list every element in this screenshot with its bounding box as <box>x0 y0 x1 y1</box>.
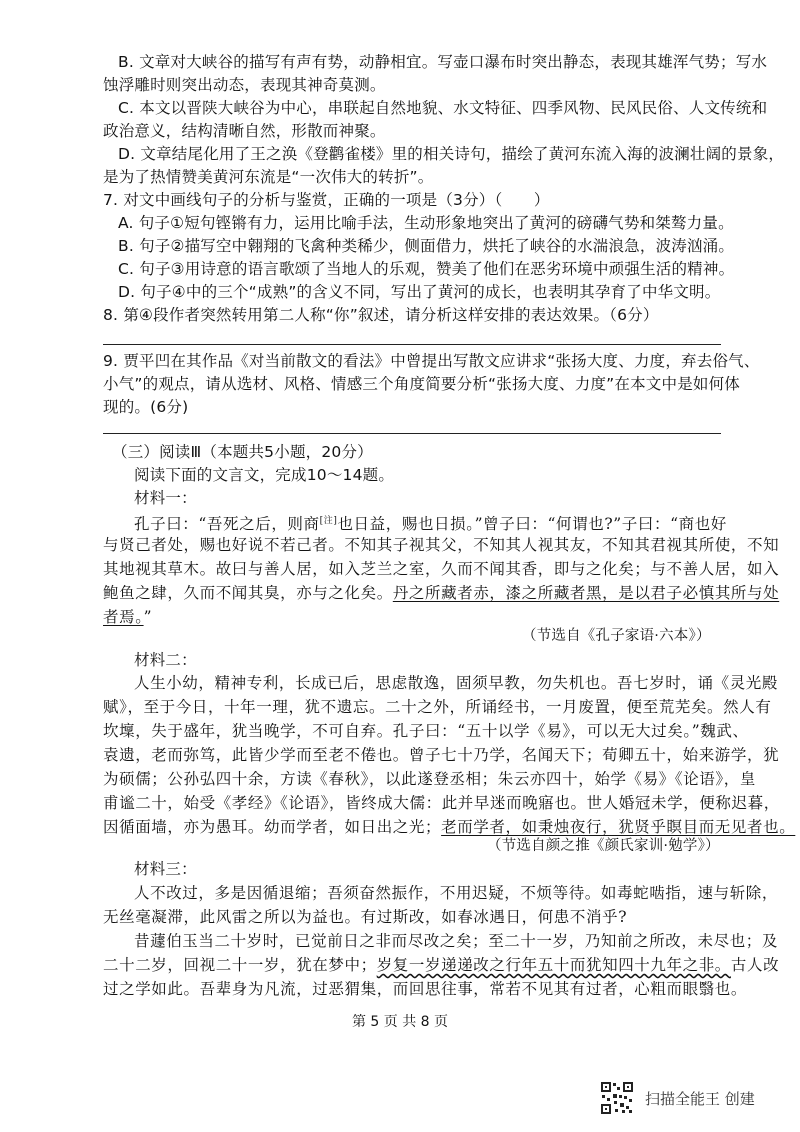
m2-line2: 赋》，至于今日，十年一理，犹不遗忘。二十之外，所诵经书，一月废置，便至荒芜矣。然人有 <box>103 698 772 716</box>
q7-option-b: B. 句子②描写空中翱翔的飞禽种类稀少，侧面借力，烘托了峡谷的水湍浪急，波涛汹涌。 <box>118 237 735 255</box>
option-b-line1: B. 文章对大峡谷的描写有声有势，动静相宜。写壶口瀑布时突出静态，表现其雄浑气势；写水 <box>118 53 768 71</box>
m2-line5: 为硕儒；公孙弘四十余，方读《春秋》，以此遂登丞相；朱云亦四十，始学《易》《论语》，皇 <box>103 770 756 788</box>
m2-line1: 人生小幼，精神专利，长成已后，思虑散逸，固须早教，勿失机也。吾七岁时，诵《灵光殿 <box>134 674 779 692</box>
option-b-line2: 蚀浮雕时则突出动态，表现其神奇莫测。 <box>103 76 386 94</box>
m1-line4-plain: 鲍鱼之肆，久而不闻其臭，亦与之化矣。 <box>103 584 393 602</box>
m3-line4 <box>103 955 779 975</box>
option-c-line2: 政治意义，结构清晰自然，形散而神聚。 <box>103 122 386 140</box>
m2-line4: 袁遗，老而弥笃，此皆少学而至老不倦也。曾子七十乃学，名闻天下；荀卿五十，始来游学，犹 <box>103 746 780 764</box>
q7-option-d: D. 句子④中的三个“成熟”的含义不同，写出了黄河的成长，也表明其孕育了中华文明。 <box>118 283 721 301</box>
m1-line1-part2: 也日益，赐也日损。”曾子曰：“何谓也?”子曰：“商也好 <box>337 515 727 534</box>
m3-wavy-underlined: 岁复一岁递递改之行年五十而犹知四十九年之非。 <box>376 956 731 974</box>
section3-instruction: 阅读下面的文言文，完成10～14题。 <box>134 466 395 484</box>
m3-line5: 过之学如此。吾辈身为凡流，过恶猬集，而回思往事，常若不见其有过者，心粗而眼翳也。 <box>103 980 748 998</box>
m3-line1: 人不改过，多是因循退缩；吾须奋然振作，不用迟疑，不烦等待。如毒蛇啮指，速与斩除， <box>134 884 779 902</box>
note-marker: [注] <box>319 516 338 526</box>
m1-line5 <box>103 607 152 627</box>
q8-stem: 8. 第④段作者突然转用第二人称“你”叙述，请分析这样安排的表达效果。（6分） <box>103 306 659 324</box>
q7-option-a: A. 句子①短句铿锵有力，运用比喻手法，生动形象地突出了黄河的磅礴气势和桀骜力量。 <box>118 214 734 232</box>
option-c-line1: C. 本文以晋陕大峡谷为中心，串联起自然地貌、水文特征、四季风物、民风民俗、人文传统和 <box>118 99 768 117</box>
m2-line3: 坎壈，失于盛年，犹当晚学，不可自弃。孔子曰：“五十以学《易》，可以无大过矣。”魏武、 <box>103 722 749 740</box>
material2-label: 材料二： <box>134 651 197 669</box>
q9-line1: 9. 贾平凹在其作品《对当前散文的看法》中曾提出写散文应讲求“张扬大度、力度，弃去俗气、 <box>103 352 760 370</box>
material1-label: 材料一： <box>134 489 197 507</box>
m3-line4-tail: 古人改 <box>730 956 780 974</box>
scanner-watermark: 扫描全能王 创建 <box>645 1090 755 1108</box>
option-d-line1: D. 文章结尾化用了王之涣《登鹳雀楼》里的相关诗句，描绘了黄河东流入海的波澜壮阔的景象， <box>118 145 785 163</box>
page-footer: 第 5 页 共 8 页 <box>351 1014 449 1030</box>
q7-option-c: C. 句子③用诗意的语言歌颂了当地人的乐观，赞美了他们在恶劣环境中顽强生活的精神。 <box>118 260 735 278</box>
m2-line7 <box>103 817 795 837</box>
section3-title: （三）阅读Ⅲ（本题共5小题，20分） <box>112 443 373 461</box>
q7-stem: 7. 对文中画线句子的分析与鉴赏，正确的一项是（3分）（ ） <box>103 191 550 209</box>
q9-line3: 现的。(6分) <box>103 398 189 416</box>
m2-line7-plain: 因循面墙，亦为愚耳。幼而学者，如日出之光； <box>103 818 442 836</box>
m2-source: （节选自颜之推《颜氏家训·勉学》） <box>487 838 720 854</box>
m1-underlined-sentence: 丹之所藏者赤，漆之所藏者黑，是以君子必慎其所与处 <box>392 584 780 602</box>
m1-close-quote: ” <box>143 608 153 626</box>
m3-line4-plain: 二十二岁，回视二十一岁，犹在梦中； <box>103 956 377 974</box>
option-d-line2: 是为了热情赞美黄河东流是“一次伟大的转折”。 <box>103 168 434 186</box>
m3-line3: 昔蘧伯玉当二十岁时，已觉前日之非而尽改之矣；至二十一岁，乃知前之所改，未尽也；及 <box>134 932 779 950</box>
m1-line1 <box>134 511 727 534</box>
m1-source: （节选自《孔子家语·六本》） <box>522 628 711 644</box>
qr-code-icon <box>600 1081 634 1115</box>
m1-line1-part1: 孔子曰：“吾死之后，则商 <box>134 515 320 534</box>
m1-line3: 其地视其草木。故曰与善人居，如入芝兰之室，久而不闻其香，即与之化矣；与不善人居，如入 <box>103 560 780 578</box>
answer-line-q9 <box>103 433 721 434</box>
m1-underlined-end: 者焉。 <box>103 608 144 626</box>
m1-line4 <box>103 583 779 603</box>
q9-line2: 小气”的观点，请从选材、风格、情感三个角度简要分析“张扬大度、力度”在本文中是如何体 <box>103 375 740 393</box>
m1-line2: 与贤己者处，赐也好说不若己者。不知其子视其父，不知其人视其友，不知其君视其所使，不知 <box>103 536 780 554</box>
answer-line-q8 <box>103 344 721 345</box>
m2-line6: 甫谧二十，始受《孝经》《论语》，皆终成大儒：此并早迷而晚寤也。世人婚冠未学，便称迟暮， <box>103 794 780 812</box>
material3-label: 材料三： <box>134 860 197 878</box>
m3-line2: 无丝毫凝滞，此风雷之所以为益也。有过斯改，如春冰遇日，何患不消乎? <box>103 908 628 926</box>
m2-underlined-sentence: 老而学者，如秉烛夜行，犹贤乎瞑目而无见者也。 <box>441 818 796 836</box>
